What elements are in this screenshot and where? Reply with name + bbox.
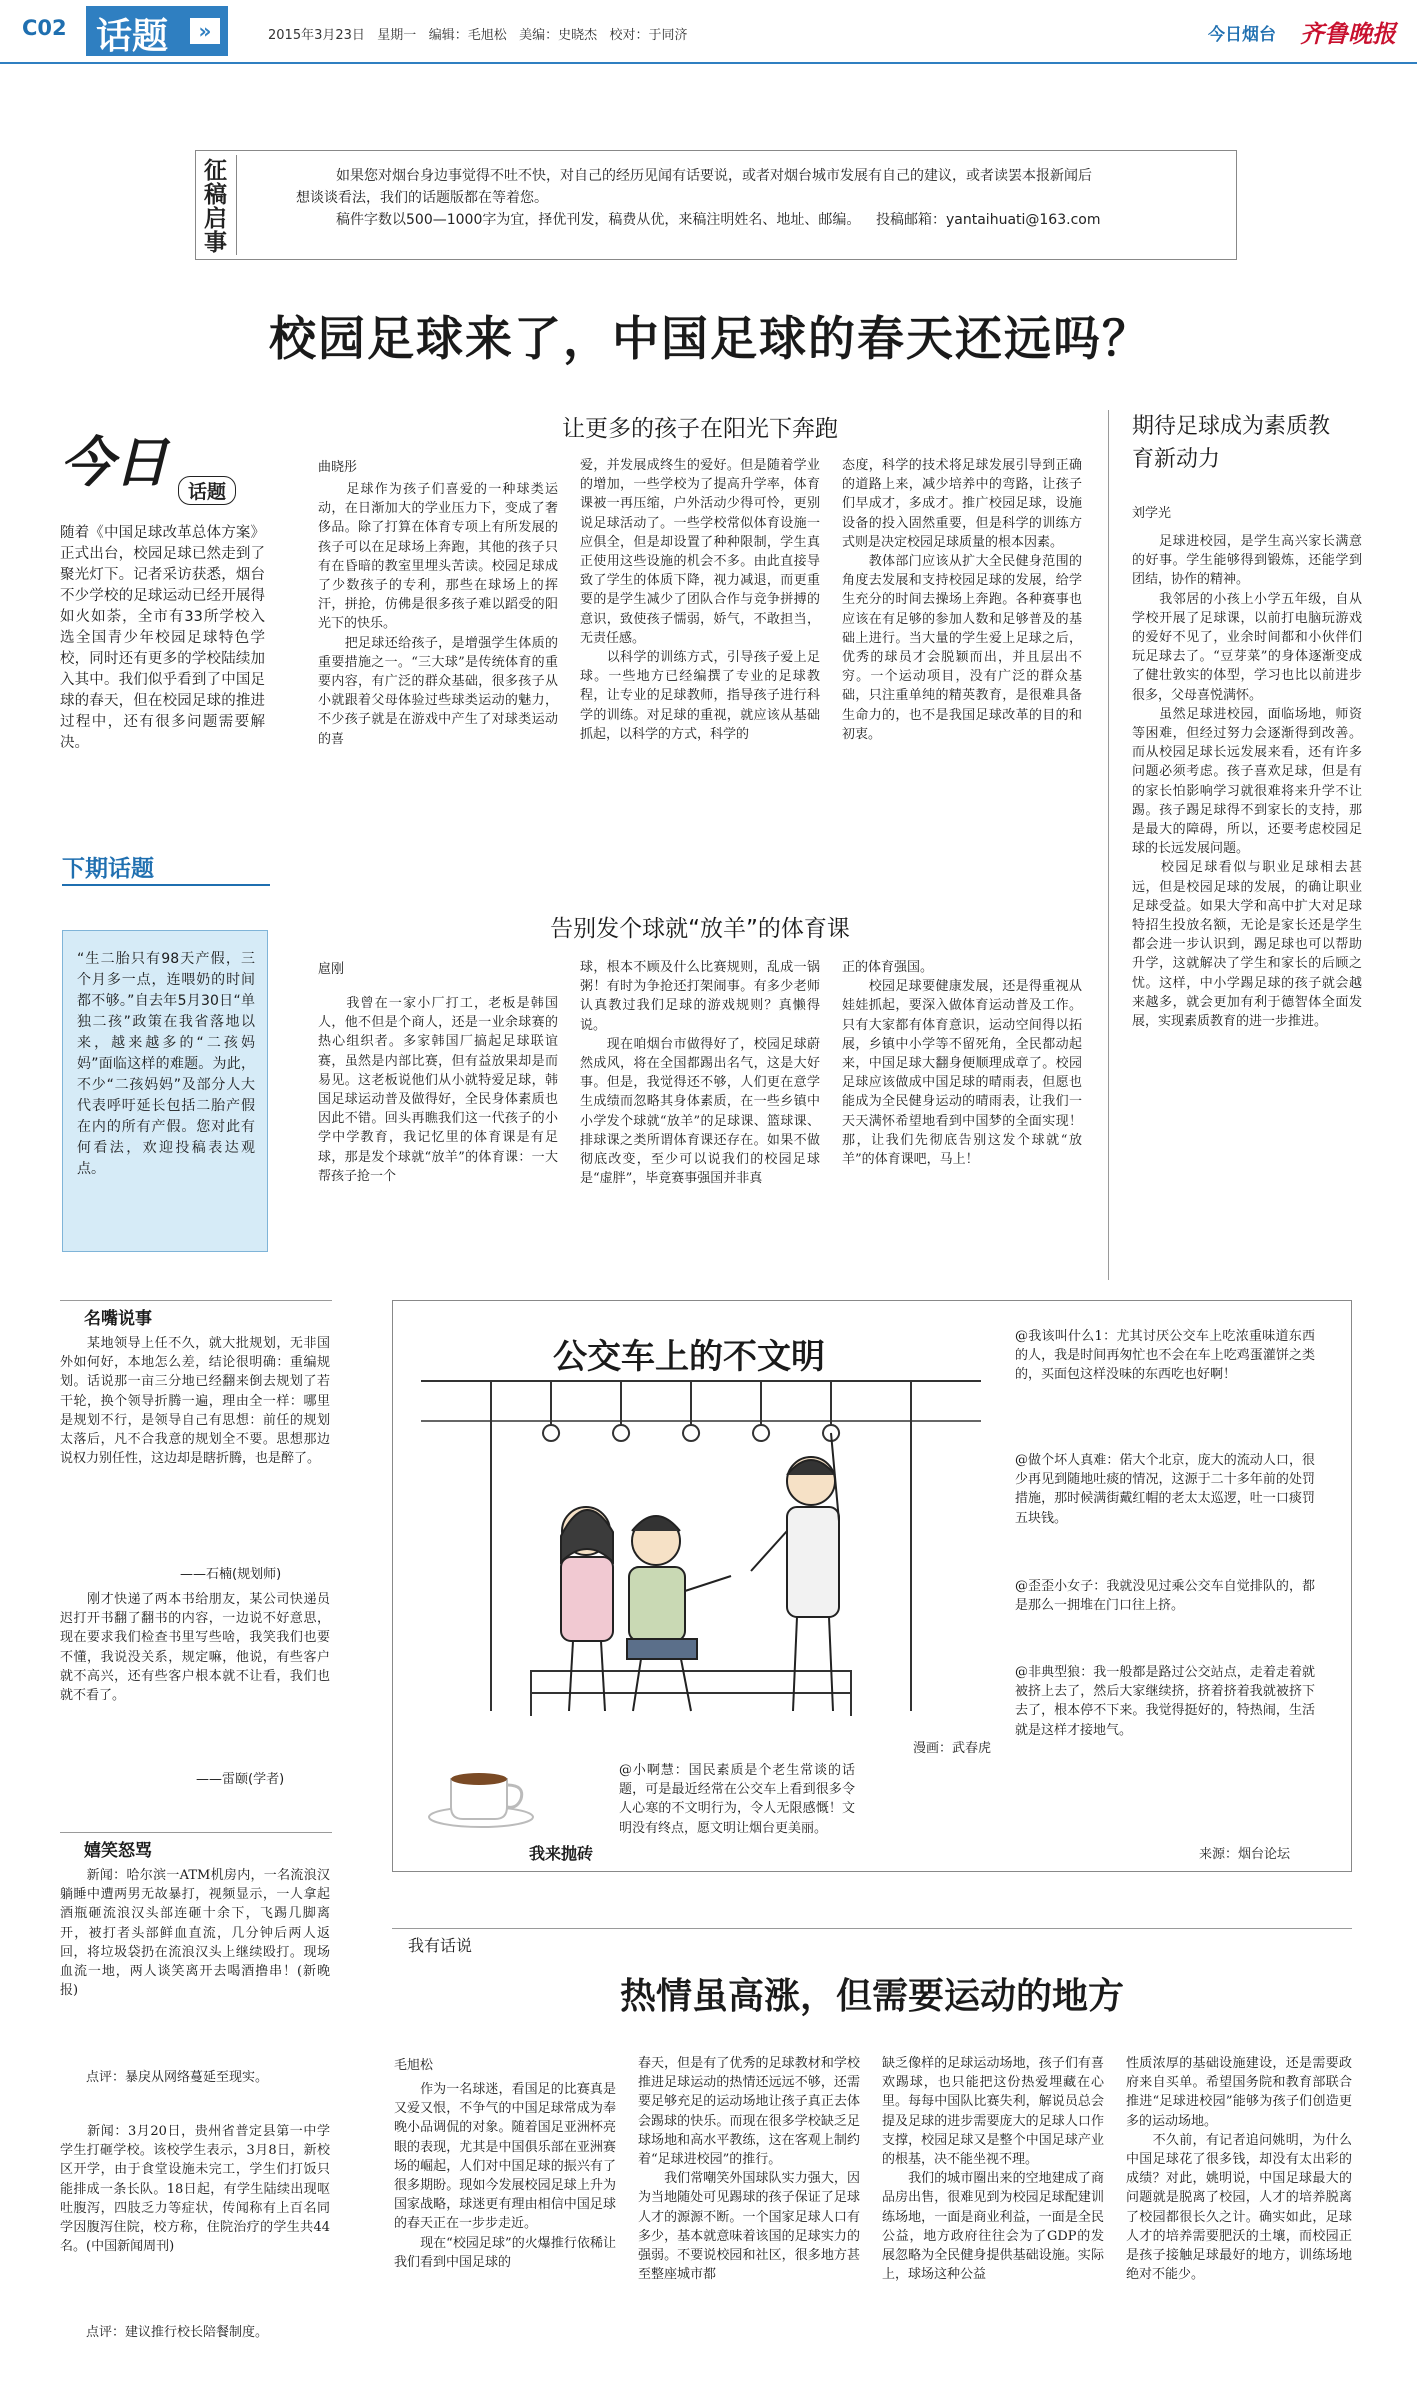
today-topic [60, 420, 265, 883]
today-intro: 随着《中国足球改革总体方案》正式出台，校园足球已然走到了聚光灯下。记者采访获悉，烟台不少学校的足球运动已经开展得如火如荼，全市有33所学校入选全国青少年校园足球特色学校，同时还有更多的学校陆续加入其中。我们似乎看到了中国足球的春天，但在校园足球的推进过程中，还有很多问题需要解决。 [60, 525, 265, 751]
cartoon-illustration [401, 1371, 1001, 1727]
sidebar1-title: 名嘴说事 [84, 1309, 152, 1329]
sidebar1-signature-1: ——石楠(规划师) [180, 1567, 282, 1582]
article1-title: 让更多的孩子在阳光下奔跑 [562, 416, 838, 442]
notice-email: 投稿邮箱：yantaihuati@163.com [876, 212, 1101, 228]
comment-reply-1: @我该叫什么1：尤其讨厌公交车上吃浓重味道东西的人，我是时间再匆忙也不会在车上吃鸡蛋灌饼之类的，买面包这样没味的东西吃也好啊！ [1015, 1329, 1315, 1383]
header-rule [0, 62, 1417, 64]
bottom-kicker: 我有话说 [408, 1936, 473, 1955]
sidebar2-comment-1: 点评：暴戾从网络蔓延至现实。 [60, 2070, 269, 2085]
sidebar2-rule [60, 1832, 332, 1833]
next-topic-text: “生二胎只有98天产假，三个月多一点，连喂奶的时间都不够。”自去年5月30日“单独二孩”政策在我省落地以来，越来越多的“二孩妈妈”面临这样的难题。为此，不少“二孩妈妈”及部分人大代表呼吁延长包括二胎产假在内的所有产假。您对此有何看法，欢迎投稿表达观点。 [77, 951, 255, 1177]
header-meta: 2015年3月23日 星期一 编辑：毛旭松 美编：史晓杰 校对：于同济 [268, 28, 688, 43]
comment-reply-4: @非典型狼：我一般都是路过公交站点，走着走着就被挤上去了，然后大家继续挤，挤着挤着我就被挤下去了，根本停不下来。我觉得挺好的，特热闹，生活就是这样才接地气。 [1015, 1665, 1315, 1738]
bottom-col-1: 作为一名球迷，看国足的比赛真是又爱又恨，不争气的中国足球常成为奉晚小品调侃的对象。随着国足亚洲杯亮眼的表现，尤其是中国俱乐部在亚洲赛场的崛起，人们对中国足球的振兴有了很多期盼。现如今发展校园足球上升为国家战略，球迷更有理由相信中国足球的春天正在一步步走近。 现在“校园足球”的火爆推行依稀让我们看到中国足球的 [394, 2082, 616, 2270]
bottom-author: 毛旭松 [394, 2058, 434, 2073]
paper-logo: 齐鲁晚报 [1300, 19, 1396, 48]
notice-line-2: 想谈谈看法，我们的话题版都在等着您。 [296, 190, 548, 206]
edition-label: 今日烟台 [1208, 25, 1276, 45]
page-number: C02 [22, 16, 67, 40]
comment-source: 来源：烟台论坛 [1199, 1847, 1291, 1862]
comment-reply-2: @做个坏人真难：偌大个北京，庞大的流动人口，很少再见到随地吐痰的情况，这源于二十多年前的处罚措施，那时候满街戴红帽的老太太巡逻，吐一口痰罚五块钱。 [1015, 1453, 1315, 1526]
bottom-title: 热情虽高涨，但需要运动的地方 [619, 1976, 1124, 2017]
sidebar1-signature-2: ——雷颐(学者) [196, 1772, 285, 1787]
notice-line-3: 稿件字数以500—1000字为宜，择优刊发，稿费从优，来稿注明姓名、地址、邮编。 [336, 212, 861, 228]
bottom-col-4: 性质浓厚的基础设施建设，还是需要政府来自买单。希望国务院和教育部联合推进“足球进校园”能够为孩子们创造更多的运动场地。 不久前，有记者追问姚明，为什么中国足球花了很多钱，却没有太出彩的成绩？对此，姚明说，中国足球最大的问题就是脱离了校园，人才的培养脱离了校园都很长久之计。确实如此，足球人才的培养需要肥沃的土壤，而校园正是孩子接触足球最好的地方，训练场地绝对不能少。 [1126, 2056, 1352, 2283]
next-topic-rule [62, 884, 270, 886]
article2-title: 告别发个球就“放羊”的体育课 [550, 916, 850, 942]
sidebar1-rule [60, 1300, 332, 1301]
submission-notice [195, 150, 1237, 260]
article1-author: 曲晓彤 [318, 460, 358, 475]
today-tag-small: 话题 [178, 476, 236, 505]
sidebar2-title: 嬉笑怒骂 [84, 1841, 152, 1861]
article1-col-2: 爱，并发展成终生的爱好。但是随着学业的增加，一些学校为了提高升学率，体育课被一再压缩，户外活动少得可怜，更别说足球活动了。一些学校常似体育设施一应俱全，但是却设置了种种限制，学生真正使用这些设施的机会不多。由此直接导致了学生的体质下降，视力减退，而更重要的是学生减少了团队合作与竞争拼搏的意识，致使孩子懦弱，娇气，不敢担当，无责任感。 以科学的训练方式，引导孩子爱上足球。一些地方已经编撰了专业的足球教程，让专业的足球教师，指导孩子进行科学的训练。对足球的重视，就应该从基础抓起，以科学的方式，科学的 [580, 458, 820, 742]
sidebar1-para-1: 某地领导上任不久，就大批规划，无非国外如何好，本地怎么差，结论很明确：重编规划。话说那一亩三分地已经翻来倒去规划了若干轮，换个领导折腾一遍，理由全一样：哪里是规划不行，是领导自己有思想：前任的规划太落后，凡不合我意的规划全不要。思想那边说权力别任性，这边却是瞎折腾，也是醉了。 [60, 1336, 330, 1467]
article3-author: 刘学光 [1132, 506, 1172, 521]
cartoon-panel [392, 1300, 1352, 1872]
next-topic-title: 下期话题 [62, 856, 154, 882]
bottom-col-2: 春天，但是有了优秀的足球教材和学校推进足球运动的热情还远远不够，还需要足够充足的运动场地让孩子真正去体会踢球的快乐。而现在很多学校缺乏足球场地和高水平教练，这在客观上制约着“足球进校园”的推行。 我们常嘲笑外国球队实力强大，因为当地随处可见踢球的孩子保证了足球人才的源源不断。一个国家足球人口有多少，基本就意味着该国的足球实力的强弱。不要说校园和社区，很多地方甚至整座城市都 [638, 2056, 860, 2283]
today-tag: 今日 [60, 430, 168, 494]
article2-author: 扈刚 [318, 962, 345, 977]
notice-label-box [200, 155, 237, 255]
sidebar2-comment-2: 点评：建议推行校长陪餐制度。 [60, 2325, 269, 2340]
page-header [0, 0, 1417, 64]
comment-xiaoahui: @小啊慧：国民素质是个老生常谈的话题，可是最近经常在公交车上看到很多令人心寒的不文明行为，令人无限感慨！文明没有终点，愿文明让烟台更美丽。 [619, 1763, 855, 1836]
bottom-rule [392, 1928, 1352, 1929]
article1-col-3: 态度，科学的技术将足球发展引导到正确的道路上来，减少培养中的弯路，让孩子们早成才，多成才。推广校园足球，设施设备的投入固然重要，但是科学的训练方式则是决定校园足球质量的根本因素。 教体部门应该从扩大全民健身范围的角度去发展和支持校园足球的发展，给学生充分的时间去操场上奔跑。各种赛事也应该在有足够的参加人数和足够普及的基础上进行。当大量的学生爱上足球之后，优秀的球员才会脱颖而出，并且层出不穷。一个运动项目，没有广泛的群众基础，只注重单纯的精英教育，是很难具备生命力的，也不是我国足球改革的目的和初衷。 [842, 458, 1082, 742]
next-topic-box [62, 930, 268, 1252]
comment-reply-3: @歪歪小女子：我就没见过乘公交车自觉排队的，都是那么一拥堆在门口往上挤。 [1015, 1579, 1315, 1614]
right-column-divider [1108, 410, 1109, 1280]
section-badge [86, 6, 228, 56]
cartoon-title: 公交车上的不文明 [553, 1337, 825, 1377]
article3-body: 足球进校园，是学生高兴家长满意的好事。学生能够得到锻炼，还能学到团结，协作的精神。 我邻居的小孩上小学五年级，自从学校开展了足球课，以前打电脑玩游戏的爱好不见了，业余时间都和小伙伴们玩足球去了。“豆芽菜”的身体逐渐变成了健壮敦实的体型，学习也比以前进步很多，父母喜悦满怀。 虽然足球进校园，面临场地，师资等困难，但经过努力会逐渐得到改善。而从校园足球长远发展来看，还有许多问题必须考虑。孩子喜欢足球，但是有的家长怕影响学习就很难将来升学不让踢。孩子踢足球得不到家长的支持，那是最大的障碍，所以，还要考虑校园足球的长远发展问题。 校园足球看似与职业足球相去甚远，但是校园足球的发展，的确让职业足球受益。如果大学和高中扩大对足球特招生投放名额，无论是家长还是学生都会进一步认识到，踢足球也可以帮助升学，这就解决了学生和家长的后顾之忧。这样，中小学踢足球的孩子就会越来越多，就会更加有利于德智体全面发展，实现素质教育的进一步推进。 [1132, 534, 1362, 1030]
article2-col-2: 球，根本不顾及什么比赛规则，乱成一锅粥！有时为争抢还打架闹事。有多少老师认真教过我们足球的游戏规则？真懒得说。 现在咱烟台市做得好了，校园足球蔚然成风，将在全国都踢出名气，这是大好事。但是，我觉得还不够，人们更在意学生成绩而忽略其身体素质，在一些乡镇中小学发个球就“放羊”的足球课、篮球课、排球课之类所谓体育课还存在。如果不做彻底改变，至少可以说我们的校园足球是“虚胖”，毕竟赛事强国并非真 [580, 960, 820, 1187]
section-title: 话题 [96, 16, 169, 57]
chevron-right-icon: » [190, 18, 220, 44]
sidebar2-news-1: 新闻：哈尔滨一ATM机房内，一名流浪汉躺睡中遭两男无故暴打，视频显示，一人拿起酒瓶砸流浪汉头部连砸十余下，飞踢几脚离开，被打者头部鲜血直流，几分钟后两人返回，将垃圾袋扔在流浪汉头上继续殴打。现场血流一地，两人谈笑离开去喝酒撸串！(新晚报) [60, 1868, 330, 1999]
article3-title: 期待足球成为素质教育新动力 [1132, 414, 1331, 472]
article2-col-3: 正的体育强国。 校园足球要健康发展，还是得重视从娃娃抓起，要深入做体育运动普及工作。只有大家都有体育意识，运动空间得以拓展，乡镇中小学等不留死角，全民都动起来，中国足球大翻身便顺理成章了。校园足球应该做成中国足球的晴雨表，但愿也能成为全民健身运动的晴雨表，让我们一天天满怀希望地看到中国梦的全面实现！那，让我们先彻底告别这发个球就“放羊”的体育课吧，马上！ [842, 960, 1082, 1168]
notice-line-1: 如果您对烟台身边事觉得不吐不快，对自己的经历见闻有话要说，或者对烟台城市发展有自己的建议，或者读罢本报新闻后 [336, 168, 1092, 184]
coffee-mug-icon [423, 1751, 543, 1831]
article2-col-1: 我曾在一家小厂打工，老板是韩国人，他不但是个商人，还是一业余球赛的热心组织者。多家韩国厂搞起足球联谊赛，虽然是内部比赛，但有益放果却是而易见。这老板说他们从小就特爱足球，韩国足球运动普及做得好，全民身体素质也因此不错。回头再瞧我们这一代孩子的小学中学教育，我记忆里的体育课是有足球，那是发个球就“放羊”的体育课：一大帮孩子抢一个 [318, 996, 558, 1184]
mug-label: 我来抛砖 [529, 1844, 594, 1863]
notice-label: 征稿启事 [204, 158, 227, 256]
sidebar1-para-2: 刚才快递了两本书给朋友，某公司快递员迟打开书翻了翻书的内容，一边说不好意思，现在要求我们检查书里写些啥，我笑我们也要不懂，我说没关系，规定嘛，他说，有些客户就不高兴，还有些客户根本就不让看，我们也就不看了。 [60, 1592, 330, 1704]
bottom-col-3: 缺乏像样的足球运动场地，孩子们有喜欢踢球，也只能把这份热爱埋藏在心里。每每中国队比赛失利，解说员总会提及足球的进步需要庞大的足球人口作支撑，校园足球又是整个中国足球产业的根基，决不能坐视不理。 我们的城市圈出来的空地建成了商品房出售，很难见到为校园足球配建训练场地，一面是商业利益，一面是全民公益，地方政府往往会为了GDP的发展忽略为全民健身提供基础设施。实际上，球场这种公益 [882, 2056, 1104, 2283]
article1-col-1: 足球作为孩子们喜爱的一种球类运动，在日渐加大的学业压力下，变成了奢侈品。除了打算在体育专项上有所发展的孩子可以在足球场上奔跑，其他的孩子只有在昏暗的教室里埋头苦读。校园足球成了少数孩子的专利，那些在球场上的挥汗，拼抢，仿佛是很多孩子难以蹈受的阳光下的快乐。 把足球还给孩子，是增强学生体质的重要措施之一。“三大球”是传统体育的重要内容，有广泛的群众基础，很多孩子从小就跟着父母体验过些球类运动的魅力，不少孩子就是在游戏中产生了对球类运动的喜 [318, 482, 558, 747]
cartoon-credit: 漫画：武春虎 [913, 1741, 992, 1756]
sidebar2-news-2: 新闻：3月20日，贵州省普定县第一中学学生打砸学校。该校学生表示，3月8日，新校区开学，由于食堂设施未完工，学生们打饭只能排成一条长队。18日起，有学生陆续出现呕吐腹泻，四肢乏力等症状，传闻称有上百名同学因腹泻住院，校方称，住院治疗的学生共44名。(中国新闻周刊) [60, 2124, 330, 2255]
main-headline: 校园足球来了，中国足球的春天还远吗？ [269, 312, 1151, 367]
